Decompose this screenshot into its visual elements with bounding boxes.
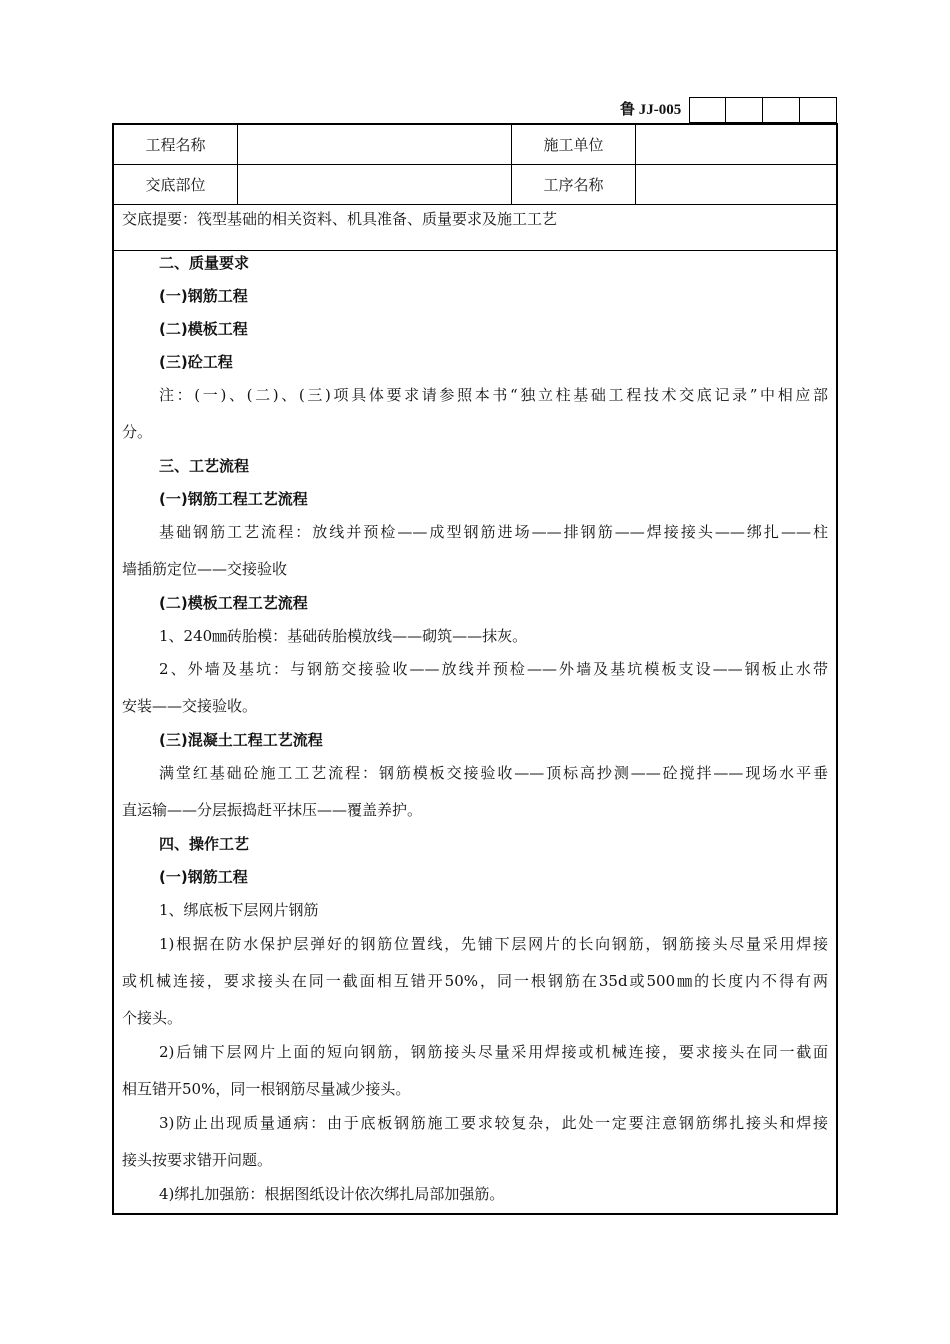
code-box [726,97,763,123]
subsection-heading: (三)混凝土工程工艺流程 [159,731,323,749]
body-line: 安装——交接验收。 [122,697,258,715]
body-line: 基础钢筋工艺流程：放线并预检——成型钢筋进场——排钢筋——焊接接头——绑扎——柱 [159,523,828,541]
body-line: 注：(一)、(二)、(三)项具体要求请参照本书“独立柱基础工程技术交底记录”中相应部 [159,386,828,404]
body-line: 相互错开50%，同一根钢筋尽量减少接头。 [122,1080,411,1098]
subsection-heading: (一)钢筋工程 [159,868,248,886]
subsection-heading: (一)钢筋工程 [159,287,248,305]
body-line: 满堂红基础砼施工工艺流程：钢筋模板交接验收——顶标高抄测——砼搅拌——现场水平垂 [159,764,828,782]
subsection-heading: (一)钢筋工程工艺流程 [159,490,308,508]
section-heading: 四、操作工艺 [159,835,250,853]
subsection-heading: (三)砼工程 [159,353,233,371]
code-box [800,97,837,123]
body-line: 1、240㎜砖胎模：基础砖胎模放线——砌筑——抹灰。 [159,627,528,645]
project-name-field[interactable] [238,125,512,164]
process-name-label: 工序名称 [512,164,636,204]
disclosure-form [112,123,838,1215]
code-box [689,97,726,123]
section-heading: 二、质量要求 [159,254,250,272]
summary-text: 交底提要：筏型基础的相关资料、机具准备、质量要求及施工工艺 [122,210,558,228]
code-box [763,97,800,123]
body-line: 3)防止出现质量通病：由于底板钢筋施工要求较复杂，此处一定要注意钢筋绑扎接头和焊接 [159,1114,828,1132]
section-heading: 三、工艺流程 [159,457,250,475]
disclosure-part-label: 交底部位 [114,164,238,204]
body-line: 或机械连接，要求接头在同一截面相互错开50%，同一根钢筋在35d或500㎜的长度内不得有两 [122,972,828,990]
body-line: 2)后铺下层网片上面的短向钢筋，钢筋接头尽量采用焊接或机械连接，要求接头在同一截面 [159,1043,828,1061]
process-name-field[interactable] [636,164,836,204]
header-row-2 [114,164,836,205]
body-line: 墙插筋定位——交接验收 [122,560,288,578]
construction-unit-field[interactable] [636,125,836,164]
body-line: 1、绑底板下层网片钢筋 [159,901,319,919]
body-line: 直运输——分层振捣赶平抹压——覆盖养护。 [122,801,423,819]
body-line: 4)绑扎加强筋：根据图纸设计依次绑扎局部加强筋。 [159,1185,505,1203]
project-name-label: 工程名称 [114,125,238,164]
body-line: 接头按要求错开问题。 [122,1151,273,1169]
body-line: 2、外墙及基坑：与钢筋交接验收——放线并预检——外墙及基坑模板支设——钢板止水带 [159,660,828,678]
construction-unit-label: 施工单位 [512,125,636,164]
summary-row [114,204,836,251]
subsection-heading: (二)模板工程工艺流程 [159,594,308,612]
body-line: 分。 [122,423,153,441]
header-row-1 [114,125,836,165]
disclosure-part-field[interactable] [238,164,512,204]
body-line: 1)根据在防水保护层弹好的钢筋位置线，先铺下层网片的长向钢筋，钢筋接头尽量采用焊接 [159,935,828,953]
body-line: 个接头。 [122,1009,183,1027]
form-code: 鲁 JJ-005 [620,102,682,118]
form-code-row [620,97,837,123]
subsection-heading: (二)模板工程 [159,320,248,338]
